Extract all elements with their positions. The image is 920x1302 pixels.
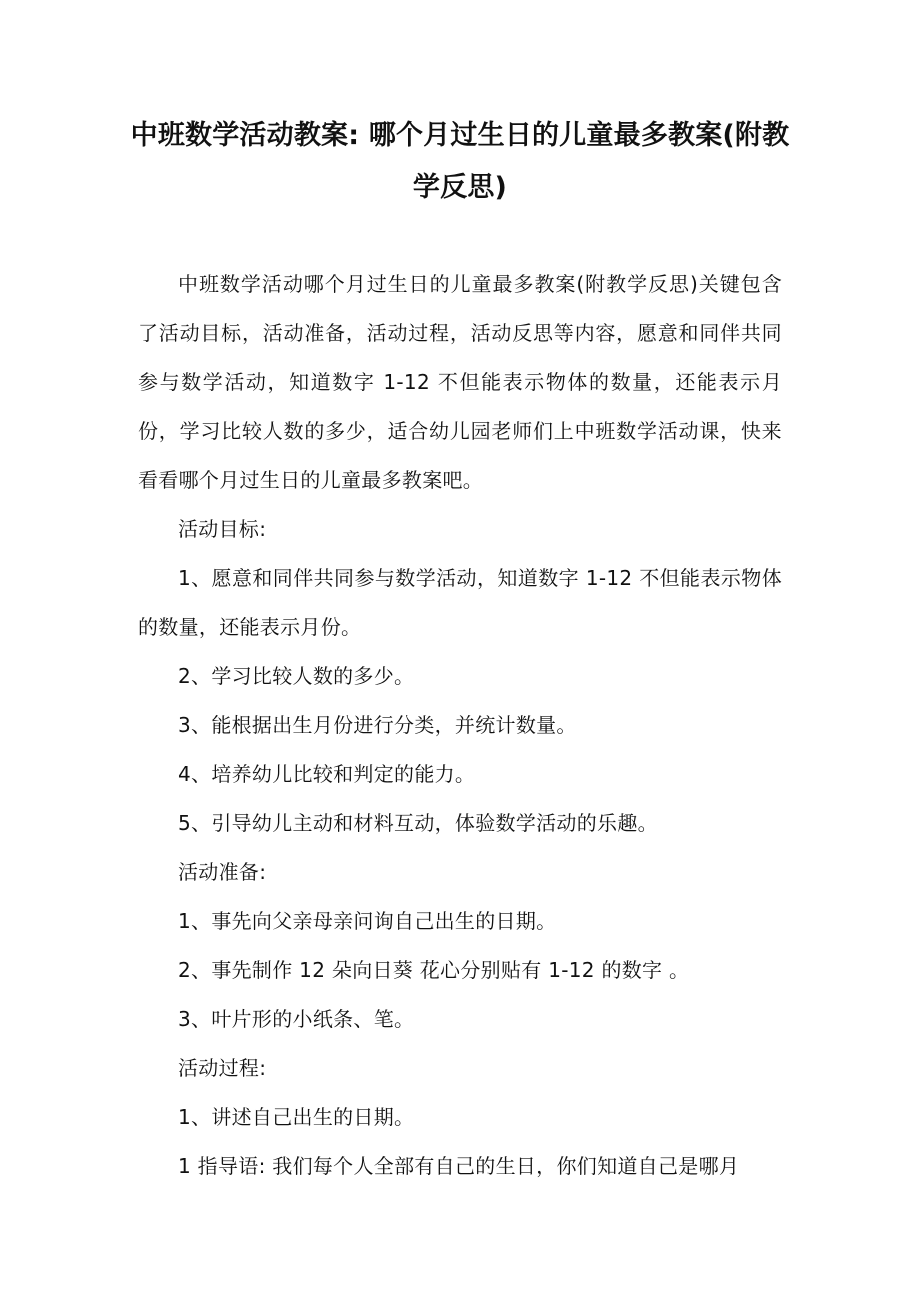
preparation-item: 1、事先向父亲母亲问询自己出生的日期。 <box>178 909 557 933</box>
intro-paragraph: 中班数学活动哪个月过生日的儿童最多教案(附教学反思)关键包含了活动目标，活动准备，活动过程，活动反思等内容，愿意和同伴共同参与数学活动，知道数字 1-12 不但能表示物体的数量，还能表示月份，学习比较人数的多少，适合幼儿园老师们上中班数学活动课，快来看看哪个月过生日的儿童最多教案吧。 <box>138 272 782 492</box>
section-heading-preparation: 活动准备: <box>178 860 267 884</box>
goal-item: 4、培养幼儿比较和判定的能力。 <box>178 762 476 786</box>
goal-item: 2、学习比较人数的多少。 <box>178 664 415 688</box>
goal-item: 5、引导幼儿主动和材料互动，体验数学活动的乐趣。 <box>178 811 658 835</box>
section-heading-goals: 活动目标: <box>178 517 267 541</box>
goal-item: 1、愿意和同伴共同参与数学活动，知道数字 1-12 不但能表示物体的数量，还能表示月份。 <box>138 566 782 639</box>
document-body <box>138 260 782 1191</box>
process-item: 1、讲述自己出生的日期。 <box>178 1105 415 1129</box>
process-item: 1 指导语: 我们每个人全部有自己的生日，你们知道自己是哪月 <box>178 1154 740 1178</box>
preparation-item: 3、叶片形的小纸条、笔。 <box>178 1007 415 1031</box>
document-title: 中班数学活动教案: 哪个月过生日的儿童最多教案(附教学反思) <box>130 120 790 203</box>
section-heading-process: 活动过程: <box>178 1056 267 1080</box>
goal-item: 3、能根据出生月份进行分类，并统计数量。 <box>178 713 577 737</box>
preparation-item: 2、事先制作 12 朵向日葵 花心分别贴有 1-12 的数字 。 <box>178 958 690 982</box>
